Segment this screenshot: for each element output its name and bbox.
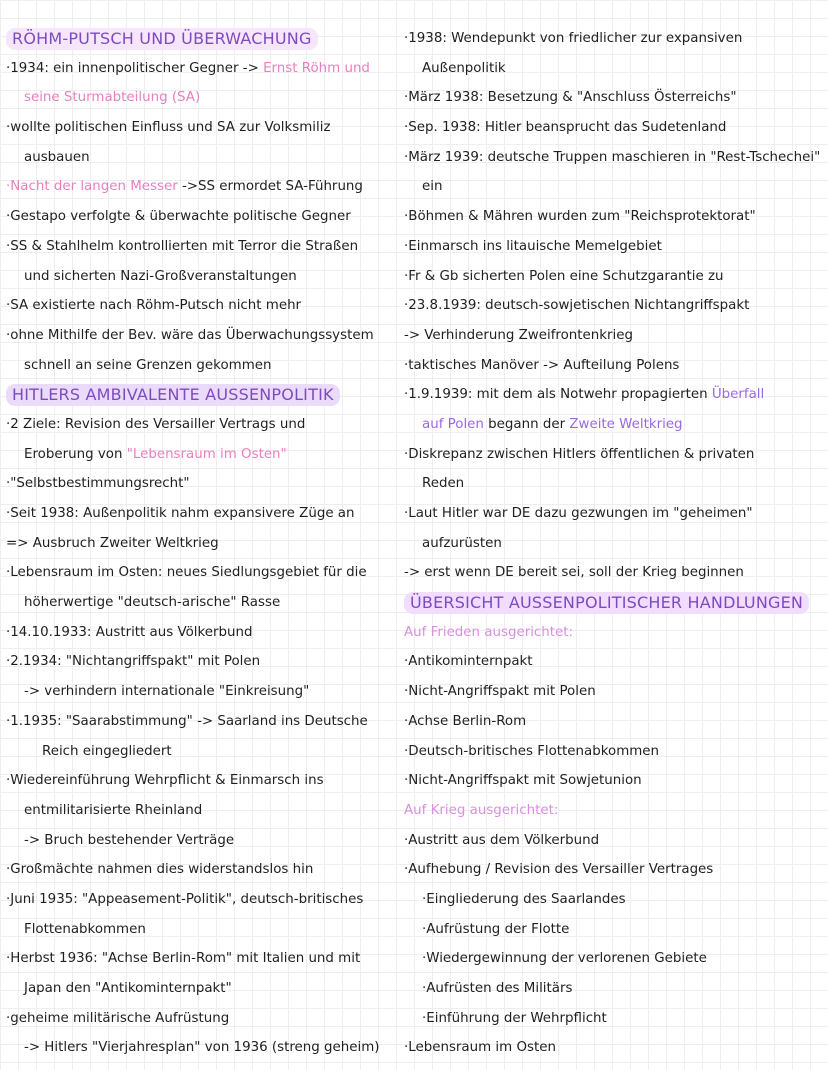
note-line: Außenpolitik bbox=[422, 60, 506, 76]
note-line bbox=[404, 380, 824, 410]
note-line: ·März 1938: Besetzung & "Anschluss Österreichs" bbox=[404, 90, 737, 106]
note-line bbox=[6, 54, 396, 84]
note-line: ·Nicht-Angriffspakt mit Polen bbox=[404, 684, 596, 700]
note-line: ·23.8.1939: deutsch-sowjetischen Nichtangriffspakt bbox=[404, 298, 750, 314]
note-line: ·1.1935: "Saarabstimmung" -> Saarland ins Deutsche bbox=[6, 713, 368, 729]
note-line: ·Diskrepanz zwischen Hitlers öffentlichen & privaten bbox=[404, 446, 755, 462]
note-line: ·Einmarsch ins litauische Memelgebiet bbox=[404, 238, 662, 254]
highlight-text: Überfall bbox=[711, 387, 765, 403]
left-column bbox=[6, 24, 396, 1063]
note-line: -> Bruch bestehender Verträge bbox=[24, 832, 235, 848]
note-line: Flottenabkommen bbox=[24, 921, 146, 937]
note-line: ·1938: Wendepunkt von friedlicher zur expansiven bbox=[404, 31, 743, 46]
note-line: ·Seit 1938: Außenpolitik nahm expansivere Züge an bbox=[6, 506, 355, 521]
note-line: ausbauen bbox=[24, 149, 90, 165]
highlight-text: ·Nacht der langen Messer bbox=[6, 179, 178, 195]
note-line: ·"Selbstbestimmungsrecht" bbox=[6, 476, 190, 492]
note-text: ·1934: ein innenpolitischer Gegner -> bbox=[6, 60, 264, 76]
note-text: ->SS ermordet SA-Führung bbox=[177, 179, 363, 195]
note-line: ·Eingliederung des Saarlandes bbox=[422, 891, 626, 907]
right-column bbox=[404, 24, 824, 1063]
note-line: ·geheime militärische Aufrüstung bbox=[6, 1010, 230, 1026]
note-text: begann der bbox=[483, 416, 570, 432]
highlight-text: "Lebensraum im Osten" bbox=[126, 446, 287, 462]
note-line: ·Fr & Gb sicherten Polen eine Schutzgarantie zu bbox=[404, 268, 724, 284]
note-line: ·Großmächte nahmen dies widerstandslos hin bbox=[6, 862, 314, 878]
note-line: ·Herbst 1936: "Achse Berlin-Rom" mit Italien und mit bbox=[6, 951, 361, 967]
subheading-frieden: Auf Frieden ausgerichtet: bbox=[404, 624, 574, 640]
note-line: Reich eingegliedert bbox=[42, 743, 172, 759]
heading-uebersicht: ÜBERSICHT AUSSENPOLITISCHER HANDLUNGEN bbox=[404, 592, 809, 614]
note-line: ·Sep. 1938: Hitler beansprucht das Sudetenland bbox=[404, 120, 727, 136]
note-line: seine Sturmabteilung (SA) bbox=[24, 90, 201, 106]
heading-aussenpolitik: HITLERS AMBIVALENTE AUSSENPOLITIK bbox=[6, 384, 340, 406]
note-line: ·14.10.1933: Austritt aus Völkerbund bbox=[6, 624, 253, 640]
note-line: ·2 Ziele: Revision des Versailler Vertrags und bbox=[6, 416, 306, 432]
note-line: -> erst wenn DE bereit sei, soll der Krieg beginnen bbox=[404, 565, 744, 581]
note-line: ·SA existierte nach Röhm-Putsch nicht mehr bbox=[6, 298, 302, 314]
note-line: ·Laut Hitler war DE dazu gezwungen im "geheimen" bbox=[404, 506, 753, 521]
note-line: ·Achse Berlin-Rom bbox=[404, 713, 527, 729]
note-line: höherwertige "deutsch-arische" Rasse bbox=[24, 595, 281, 611]
note-line: ·wollte politischen Einfluss und SA zur Volksmiliz bbox=[6, 120, 331, 136]
note-line: ·Deutsch-britisches Flottenabkommen bbox=[404, 743, 660, 759]
highlight-text: auf Polen bbox=[422, 416, 484, 432]
note-text: Eroberung von bbox=[24, 446, 127, 462]
note-line: ·Antikominternpakt bbox=[404, 654, 533, 670]
subheading-krieg: Auf Krieg ausgerichtet: bbox=[404, 802, 559, 818]
note-line: ·Einführung der Wehrpflicht bbox=[422, 1010, 607, 1026]
highlight-text: Zweite Weltkrieg bbox=[569, 416, 683, 432]
note-text: ·1.9.1939: mit dem als Notwehr propagierten bbox=[404, 387, 712, 403]
note-line: ·Austritt aus dem Völkerbund bbox=[404, 832, 600, 848]
note-line: Reden bbox=[422, 476, 465, 492]
note-line: ·Aufhebung / Revision des Versailler Vertrages bbox=[404, 862, 714, 878]
note-line: -> Verhinderung Zweifrontenkrieg bbox=[404, 327, 633, 343]
note-line: ·2.1934: "Nichtangriffspakt" mit Polen bbox=[6, 654, 261, 670]
note-line: ·Wiedergewinnung der verlorenen Gebiete bbox=[422, 951, 707, 967]
note-line: ·Lebensraum im Osten bbox=[404, 1040, 556, 1056]
note-line: ·Juni 1935: "Appeasement-Politik", deutsch-britisches bbox=[6, 891, 364, 907]
note-line: ·Nicht-Angriffspakt mit Sowjetunion bbox=[404, 773, 642, 789]
note-line: Japan den "Antikominternpakt" bbox=[24, 981, 232, 996]
note-line: und sicherten Nazi-Großveranstaltungen bbox=[24, 268, 297, 284]
note-line bbox=[404, 410, 824, 440]
note-line: ·Aufrüstung der Flotte bbox=[422, 921, 570, 937]
note-line: entmilitarisierte Rheinland bbox=[24, 802, 203, 818]
note-line bbox=[6, 440, 396, 470]
note-line: => Ausbruch Zweiter Weltkrieg bbox=[6, 535, 219, 551]
note-line: ·taktisches Manöver -> Aufteilung Polens bbox=[404, 357, 680, 373]
note-line: ·Wiedereinführung Wehrpflicht & Einmarsch ins bbox=[6, 773, 324, 789]
note-line: -> verhindern internationale "Einkreisung" bbox=[24, 684, 310, 700]
note-line: -> Hitlers "Vierjahresplan" von 1936 (streng geheim) bbox=[24, 1040, 380, 1056]
note-line: schnell an seine Grenzen gekommen bbox=[24, 357, 272, 373]
note-line: ·März 1939: deutsche Truppen maschieren in "Rest-Tschechei" bbox=[404, 149, 821, 165]
note-line: ·Gestapo verfolgte & überwachte politische Gegner bbox=[6, 209, 351, 225]
note-line: ·ohne Mithilfe der Bev. wäre das Überwachungssystem bbox=[6, 327, 374, 343]
note-line: ·Böhmen & Mähren wurden zum "Reichsprotektorat" bbox=[404, 209, 756, 225]
highlight-text: Ernst Röhm und bbox=[263, 60, 370, 76]
note-line: ·Lebensraum im Osten: neues Siedlungsgebiet für die bbox=[6, 565, 367, 581]
note-line bbox=[6, 172, 396, 202]
note-line: ein bbox=[422, 179, 443, 195]
note-line: aufzurüsten bbox=[422, 535, 502, 551]
note-line: ·SS & Stahlhelm kontrollierten mit Terror die Straßen bbox=[6, 238, 359, 254]
note-line: ·Aufrüsten des Militärs bbox=[422, 981, 573, 996]
heading-roehm-putsch: RÖHM-PUTSCH UND ÜBERWACHUNG bbox=[6, 28, 318, 50]
